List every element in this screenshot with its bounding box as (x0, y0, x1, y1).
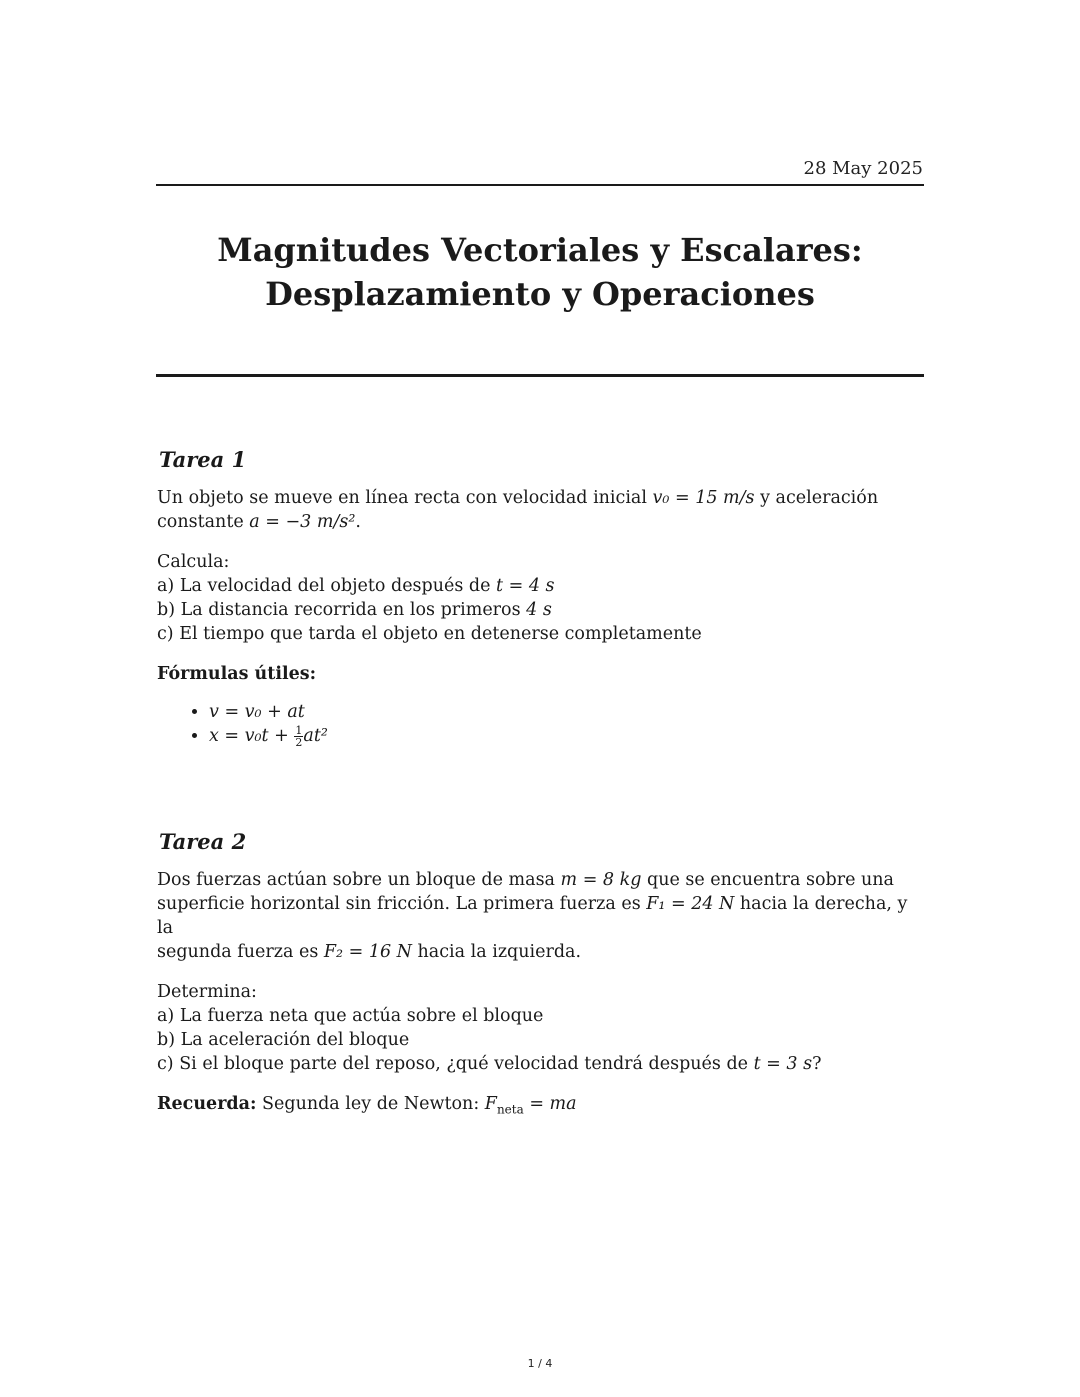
formula-position: • x = v₀t + $\frac{1}{2}$ at² (209, 724, 917, 748)
task-1-intro: Un objeto se mueve en línea recta con velocidad inicial v₀ = 15 m/s y aceleración constante a = −3 m/s². (157, 488, 879, 532)
task-1-heading: Tarea 1 (159, 447, 247, 472)
task-2-section (157, 829, 917, 1122)
formulas-list (157, 700, 917, 748)
formula-velocity: • v = v₀ + at (209, 700, 917, 724)
task-1-section (157, 447, 917, 748)
page-number: 1 / 4 (527, 1357, 553, 1370)
title-line-1: Magnitudes Vectoriales y Escalares: (217, 231, 863, 269)
newton-reminder: Recuerda: Segunda ley de Newton: $F_{neta}$ = ma (157, 1094, 577, 1117)
task-2-questions: Determina: a) La fuerza neta que actúa sobre el bloque b) La aceleración del bloque c) Si el bloque parte del reposo, ¿qué velocidad tendrá después de t = 3 s? (157, 982, 822, 1074)
header-rule (156, 184, 924, 186)
page-date: 28 May 2025 (803, 158, 923, 179)
title-rule (156, 374, 924, 377)
page-title (156, 228, 924, 316)
task-2-intro: Dos fuerzas actúan sobre un bloque de masa m = 8 kg que se encuentra sobre una superficie horizontal sin fricción. La primera fuerza es F₁ = 24 N hacia la derecha, y la segunda fuerza es F₂ = 16 N hacia la izquierda. (157, 870, 908, 962)
task-2-heading: Tarea 2 (159, 829, 247, 854)
formulas-label: Fórmulas útiles: (157, 664, 317, 684)
task-1-questions: Calcula: a) La velocidad del objeto después de t = 4 s b) La distancia recorrida en los primeros 4 s c) El tiempo que tarda el objeto en detenerse completamente (157, 552, 702, 644)
title-line-2: Desplazamiento y Operaciones (265, 275, 815, 313)
